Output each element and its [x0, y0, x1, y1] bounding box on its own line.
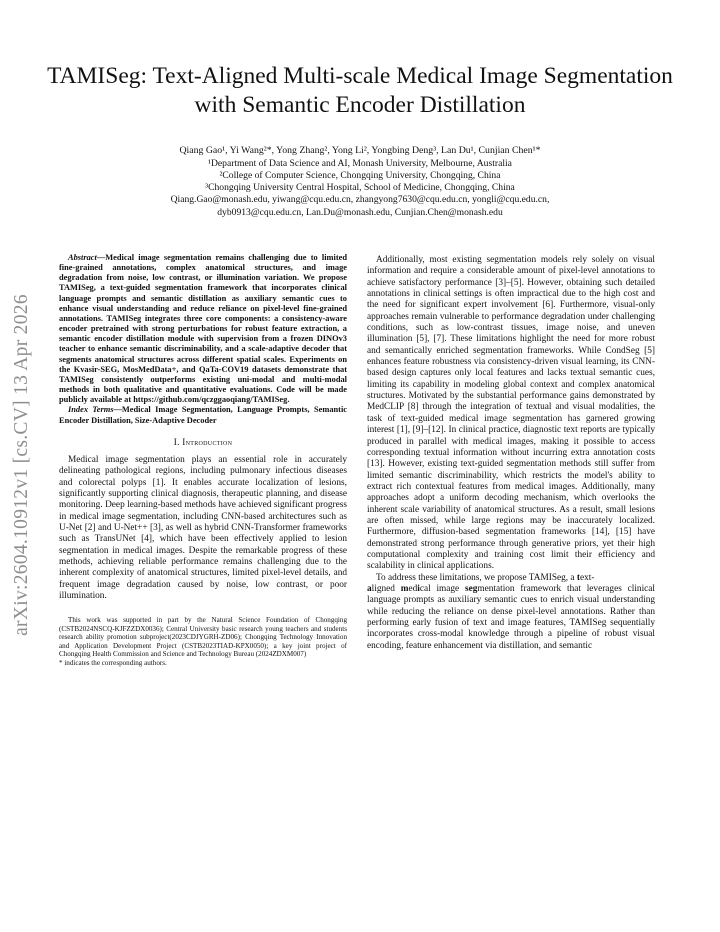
- abstract-label: Abstract: [68, 253, 97, 262]
- abstract-text: —Medical image segmentation remains challenging due to limited fine-grained annotations, complex anatomical structures, and image degradation from noise, low contrast, or illumination variation. We propose TAMISeg, a text-guided segmentation framework that incorporates clinical language prompts and semantic distillation as auxiliary semantic cues to enhance visual understanding and reduce reliance on pixel-level fine-grained annotations. TAMISeg integrates three core components: a consistency-aware encoder pretrained with strong perturbations for robust feature extraction, a semantic encoder distillation module with supervision from a frozen DINOv3 teacher to enhance semantic discriminability, and a scale-adaptive decoder that segments anatomical structures across different spatial scales. Experiments on the Kvasir-SEG, MosMedData+, and QaTa-COV19 datasets demonstrate that TAMISeg consistently outperforms existing uni-modal and multi-modal methods in both qualitative and quantitative evaluations. Code will be made publicly available at https://github.com/qczggaoqiang/TAMISeg.: [59, 253, 347, 405]
- p2-acronym-a: a: [367, 583, 372, 594]
- author-emails-line-1: Qiang.Gao@monash.edu, yiwang@cqu.edu.cn, zhangyong7630@cqu.edu.cn, yongli@cqu.edu.cn,: [170, 194, 550, 206]
- p2-text-c: ligned: [371, 583, 401, 594]
- section-numeral: I.: [173, 436, 180, 447]
- abstract: [59, 253, 347, 405]
- p2-text-d: ed: [408, 583, 418, 594]
- affiliation-2: ²College of Computer Science, Chongqing University, Chongqing, China: [219, 169, 501, 181]
- intro-paragraph: Medical image segmentation plays an essential role in accurately delineating pathological regions, including pulmonary infectious diseases and colorectal polyps [1]. It enables accurate localization of lesions, significantly supporting clinical diagnosis, therapeutic planning, and disease monitoring. Deep learning-based methods have achieved significant progress in medical image segmentation, including CNN-based architectures such as U-Net [2] and U-Net++ [3], as well as hybrid CNN-Transformer frameworks such as TransUNet [4], which have been effectively applied to lesion segmentation in medical images. Despite the remarkable progress of these methods, achieving reliable performance remains challenging due to the inherent complexity of anatomical structures, limited pixel-level details, and frequent image degradation caused by noise, low contrast, or poor illumination.: [59, 455, 347, 602]
- p2-text-e: cal image: [419, 583, 465, 594]
- author-names: Qiang Gao¹, Yi Wang²*, Yong Zhang², Yong Li², Yongbing Deng³, Lan Du¹, Cunjian Chen¹*: [179, 145, 541, 156]
- index-terms-label: Index Terms: [68, 405, 114, 415]
- body-paragraph-1: Additionally, most existing segmentation models rely solely on visual information and require a considerable amount of pixel-level annotations to achieve satisfactory performance [3]–[5]. However, obtaining such detailed annotations in clinical settings is often impractical due to the high cost and the need for significant expert involvement [6]. Furthermore, visual-only approaches remain vulnerable to performance degradation under challenging conditions, such as low-contrast tissues, image noise, and uneven illumination [5], [7]. These limitations highlight the need for more robust and semantically enriched segmentation frameworks. While CondSeg [5] enhances feature robustness via consistency-driven visual learning, its CNN-based design captures only local features and lacks textual semantic cues, limiting its capability in modeling global context and complex anatomical structures. Motivated by the substantial performance gains demonstrated by MedCLIP [8] through the integration of textual and visual modalities, the task of text-guided medical image segmentation has garnered growing interest [1], [9]–[12]. In clinical practice, diagnostic text reports are typically produced in parallel with medical images, making it possible to access corresponding textual information without incurring extra annotation costs [13]. However, existing text-guided segmentation methods still suffer from limited semantic discriminability, which restricts the model's ability to extract rich contextual features from medical images. Additionally, many approaches adopt a uniform decoding mechanism, which overlooks the inherent scale variability of anatomical structures. As a result, small lesions are often missed, while large regions may be inaccurately localized. Furthermore, diffusion-based segmentation frameworks [14], [15] have demonstrated strong performance through generative priors, yet their high computational complexity and training cost limit their efficiency and scalability in clinical applications.: [367, 255, 655, 572]
- p2-acronym-t: t: [576, 572, 580, 583]
- corresponding-author-note: * indicates the corresponding authors.: [59, 658, 167, 667]
- arxiv-identifier: arXiv:2604.10912v1 [cs.CV] 13 Apr 2026: [11, 294, 33, 636]
- index-terms-text: —Medical Image Segmentation, Language Prompts, Semantic Encoder Distillation, Size-Adaptive Decoder: [59, 405, 347, 425]
- author-block: [40, 145, 680, 219]
- author-emails-line-2: dyb0913@cqu.edu.cn, Lan.Du@monash.edu, Cunjian.Chen@monash.edu: [217, 206, 503, 218]
- affiliation-3: ³Chongqing University Central Hospital, School of Medicine, Chongqing, China: [205, 182, 515, 194]
- footnote: [59, 616, 347, 666]
- section-title: Introduction: [182, 436, 233, 447]
- funding-note: This work was supported in part by the Natural Science Foundation of Chongqing (CSTB2024NSCQ-KJFZZDX0036); Central University basic research young teachers and students research ability promotion subproject(2023CDJYGRH-ZD06); Chongqing Technology Innovation and Application Development Project (CSTB2023TIAD-KPX0050); a key joint project of Chongqing Health Commission and Science and Technology Bureau (2024ZDXM007): [59, 616, 347, 659]
- p2-text-a: To address these limitations, we propose TAMISeg, a: [376, 572, 577, 583]
- p2-text-f: mentation framework that leverages clinical language prompts as auxiliary semantic cues to enrich visual understanding while reducing the reliance on dense pixel-level annotations. Rather than performing early fusion of text and image features, TAMISeg sequentially incorporates cross-modal knowledge through a pipeline of robust visual encoding, feature enhancement via distillation, and semantic: [367, 583, 655, 651]
- p2-text-b: ext-: [579, 572, 595, 583]
- p2-acronym-seg: seg: [465, 583, 478, 594]
- right-column: [367, 255, 655, 652]
- section-heading-introduction: [59, 437, 347, 448]
- p2-acronym-m: m: [400, 583, 409, 594]
- affiliation-1: ¹Department of Data Science and AI, Monash University, Melbourne, Australia: [208, 157, 512, 169]
- left-column: [59, 253, 347, 667]
- index-terms: [59, 405, 347, 425]
- arxiv-watermark: [4, 260, 40, 670]
- paper-title: TAMISeg: Text-Aligned Multi-scale Medical Image Segmentation with Semantic Encoder Distillation: [47, 63, 673, 118]
- p2-acronym-i: i: [417, 583, 420, 594]
- body-paragraph-2: [367, 573, 655, 652]
